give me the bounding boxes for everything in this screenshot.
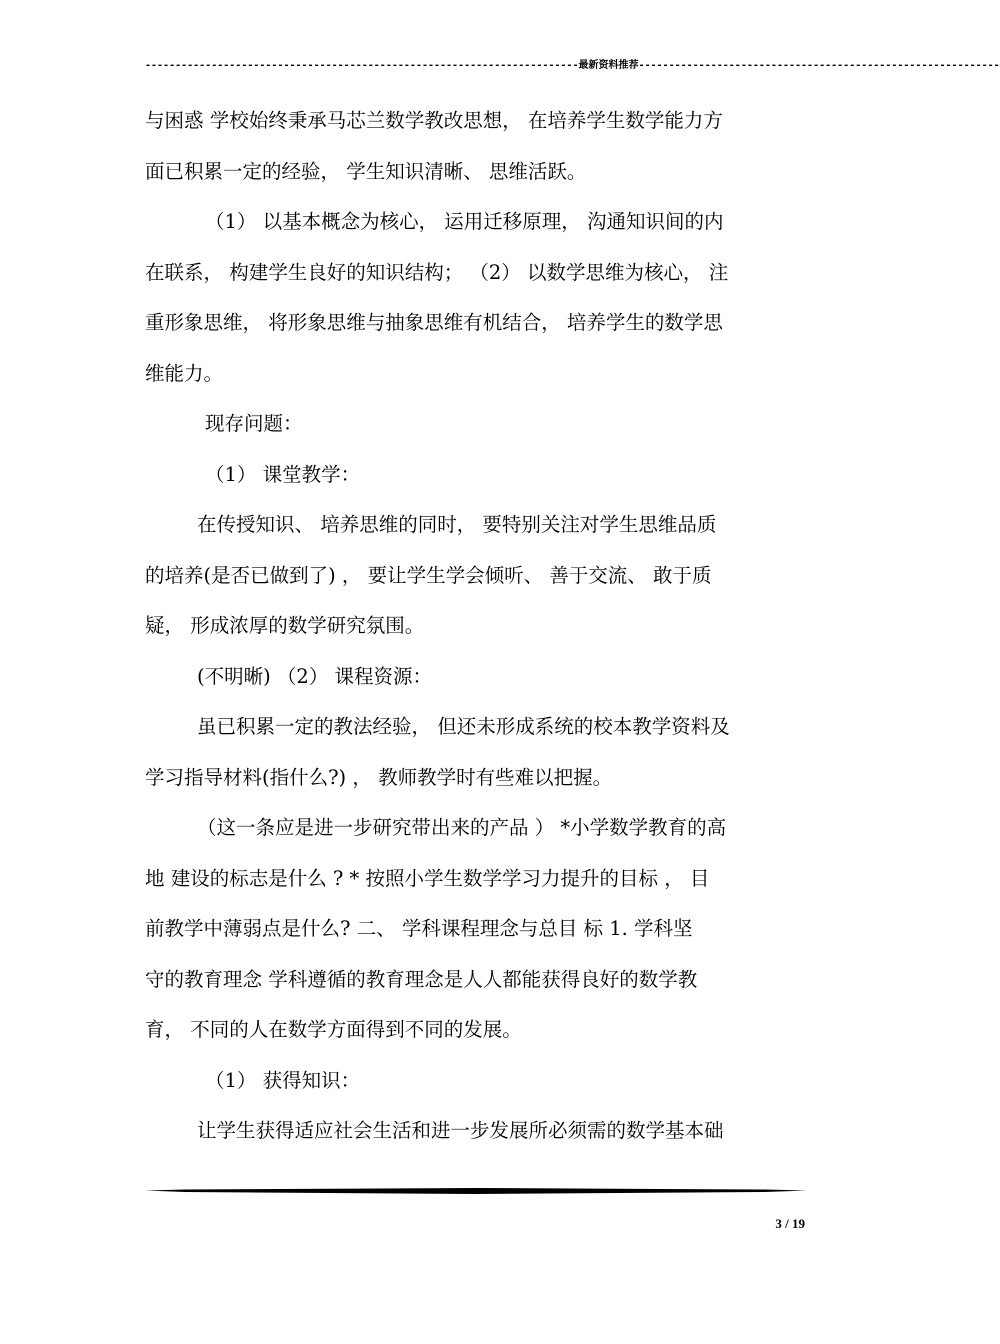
body-line: 学习指导材料(指什么?) ， 教师教学时有些难以把握。 [145,765,613,789]
body-line: 面已积累一定的经验， 学生知识清晰、 思维活跃。 [145,159,587,183]
body-line: 维能力。 [145,361,224,385]
body-line: 在联系， 构建学生良好的知识结构； （2） 以数学思维为核心， 注 [145,260,729,284]
body-line: 虽已积累一定的教法经验， 但还未形成系统的校本教学资料及 [197,715,730,738]
body-line: 育， 不同的人在数学方面得到不同的发展。 [145,1018,522,1041]
page-number: 3 / 19 [775,1216,805,1231]
body-line: （1） 课堂教学： [205,462,361,486]
body-line: 在传授知识、 培养思维的同时， 要特别关注对学生思维品质 [197,513,717,536]
page-header: ------------------------------------------------------------------------最新资料推荐------------------------------------------------------------ [145,60,1000,71]
footer-divider [145,1187,807,1195]
body-line: 守的教育理念 学科遵循的教育理念是人人都能获得良好的数学教 [145,967,698,991]
body-line: 重形象思维， 将形象思维与抽象思维有机结合， 培养学生的数学思 [145,311,723,334]
body-line: 疑， 形成浓厚的数学研究氛围。 [145,614,425,637]
body-line: 地 建设的标志是什么 ? * 按照小学生数学学习力提升的目标 ， 目 [145,866,710,890]
body-line: （1） 获得知识： [205,1068,361,1092]
section-heading: 现存问题： [205,412,303,435]
body-line: （这一条应是进一步研究带出来的产品 ） *小学数学教育的高 [197,816,727,839]
body-line: 与困惑 学校始终秉承马芯兰数学教改思想， 在培养学生数学能力方 [145,109,723,132]
body-line: (不明晰) （2） 课程资源： [197,664,433,688]
body-line: 的培养(是否已做到了) ， 要让学生学会倾听、 善于交流、 敢于质 [145,563,712,587]
body-line: 前教学中薄弱点是什么? 二、 学科课程理念与总目 标 1. 学科坚 [145,917,693,940]
body-line: （1） 以基本概念为核心， 运用迁移原理， 沟通知识间的内 [205,210,724,233]
body-line: 让学生获得适应社会生活和进一步发展所必须需的数学基本础 [197,1119,724,1142]
document-body [145,96,807,1157]
